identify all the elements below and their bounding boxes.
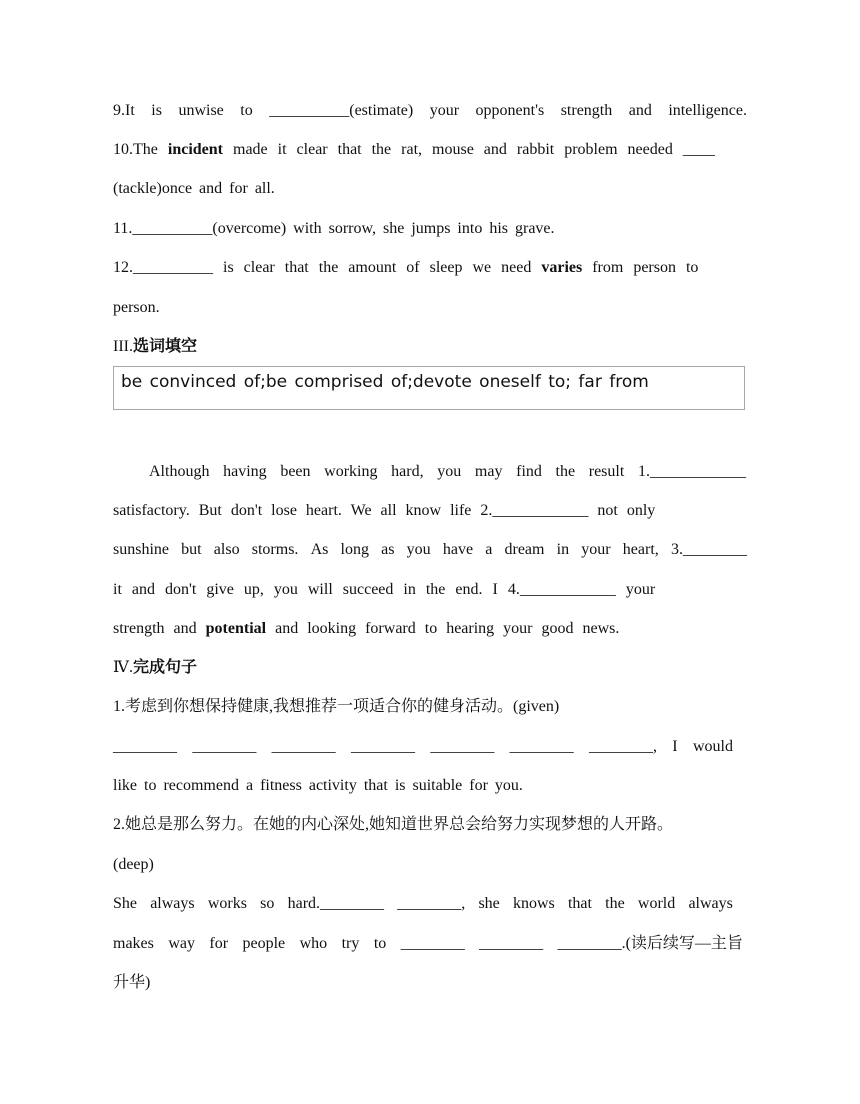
word: to [240, 102, 253, 119]
sentence-1-continued: like to recommend a fitness activity that is suitable for you. [113, 777, 523, 794]
word: that [567, 895, 592, 912]
word: 1.____________ [637, 463, 746, 480]
passage-line-2: satisfactory. But don't lose heart. We all know life 2.____________ not only [113, 502, 656, 519]
sentence-2-prompt-continued: (deep) [113, 856, 154, 873]
word: ________ [509, 738, 574, 755]
word: intelligence. [668, 102, 747, 119]
word: unwise [178, 102, 224, 119]
word: would [692, 738, 733, 755]
word: As [310, 541, 329, 558]
word: for [209, 935, 229, 952]
word: and [628, 102, 652, 119]
word: strength [560, 102, 613, 119]
word: who [299, 935, 328, 952]
word: makes [113, 935, 154, 952]
word: 3.________ [670, 541, 747, 558]
word-bank-text: be convinced of;be comprised of;devote oneself to; far from [121, 372, 649, 392]
sentence-1-blanks [113, 737, 733, 757]
word: your [581, 541, 611, 558]
word: ________ [400, 935, 465, 952]
section-3-heading: III.选词填空 [113, 338, 197, 355]
word: world [637, 895, 676, 912]
question-12-continued: person. [113, 299, 160, 316]
word: ________ [479, 935, 544, 952]
word: ________.(读后续写—主旨 [557, 935, 743, 952]
passage-line-3 [113, 540, 747, 560]
word: sunshine [113, 541, 169, 558]
word: She [113, 895, 137, 912]
word: works [207, 895, 247, 912]
word: in [556, 541, 570, 558]
sentence-2-line-1 [113, 894, 733, 914]
word: the [605, 895, 625, 912]
word: hard.________ [287, 895, 385, 912]
word: way [168, 935, 195, 952]
section-4-heading: Ⅳ.完成句子 [113, 659, 197, 676]
keyword-varies: varies [541, 259, 583, 276]
word: ________ [350, 738, 415, 755]
word: storms. [251, 541, 299, 558]
word: heart, [622, 541, 659, 558]
word: I [672, 738, 678, 755]
passage-line-4: it and don't give up, you will succeed in the end. I 4.____________ your [113, 581, 656, 598]
question-10: 10.The incident made it clear that the rat, mouse and rabbit problem needed ____ [113, 141, 715, 158]
word-bank-box [113, 366, 745, 410]
question-9 [113, 101, 747, 121]
word: your [429, 102, 460, 119]
word: but [181, 541, 202, 558]
word: working [324, 463, 378, 480]
word: ________ [113, 738, 177, 755]
sentence-2-line-2 [113, 934, 743, 954]
word: she [478, 895, 500, 912]
word: you [406, 541, 431, 558]
word: you [437, 463, 462, 480]
word: knows [512, 895, 555, 912]
word: result [588, 463, 625, 480]
word: __________(estimate) [269, 102, 414, 119]
word: try [341, 935, 360, 952]
word: may [474, 463, 503, 480]
passage-line-1 [149, 462, 746, 482]
word: long [340, 541, 369, 558]
word: ________ [430, 738, 495, 755]
word: a [485, 541, 493, 558]
word: hard, [391, 463, 424, 480]
word: also [213, 541, 240, 558]
question-12: 12.__________ is clear that the amount of sleep we need varies from person to [113, 259, 699, 276]
word: have [442, 541, 474, 558]
word: the [555, 463, 576, 480]
word: 9.It [113, 102, 135, 119]
question-10-continued: (tackle)once and for all. [113, 180, 275, 197]
word: always [688, 895, 733, 912]
sentence-2-prompt: 2.她总是那么努力。在她的内心深处,她知道世界总会给努力实现梦想的人开路。 [113, 816, 674, 833]
word: Although [149, 463, 210, 480]
word: find [516, 463, 542, 480]
word: dream [504, 541, 545, 558]
word: to [373, 935, 387, 952]
word: ________, [588, 738, 657, 755]
word: as [381, 541, 395, 558]
sentence-1-prompt: 1.考虑到你想保持健康,我想推荐一项适合你的健身活动。(given) [113, 698, 560, 715]
word: always [150, 895, 195, 912]
question-11: 11.__________(overcome) with sorrow, she jumps into his grave. [113, 220, 555, 237]
sentence-2-line-3: 升华) [113, 974, 151, 991]
word: opponent's [475, 102, 545, 119]
word: ________ [192, 738, 257, 755]
word: having [223, 463, 267, 480]
word: been [280, 463, 311, 480]
keyword-incident: incident [167, 141, 223, 158]
passage-line-5: strength and potential and looking forward to hearing your good news. [113, 620, 620, 637]
keyword-potential: potential [205, 620, 267, 637]
word: so [260, 895, 275, 912]
word: ________, [397, 895, 466, 912]
word: people [242, 935, 286, 952]
word: ________ [271, 738, 336, 755]
word: is [151, 102, 162, 119]
